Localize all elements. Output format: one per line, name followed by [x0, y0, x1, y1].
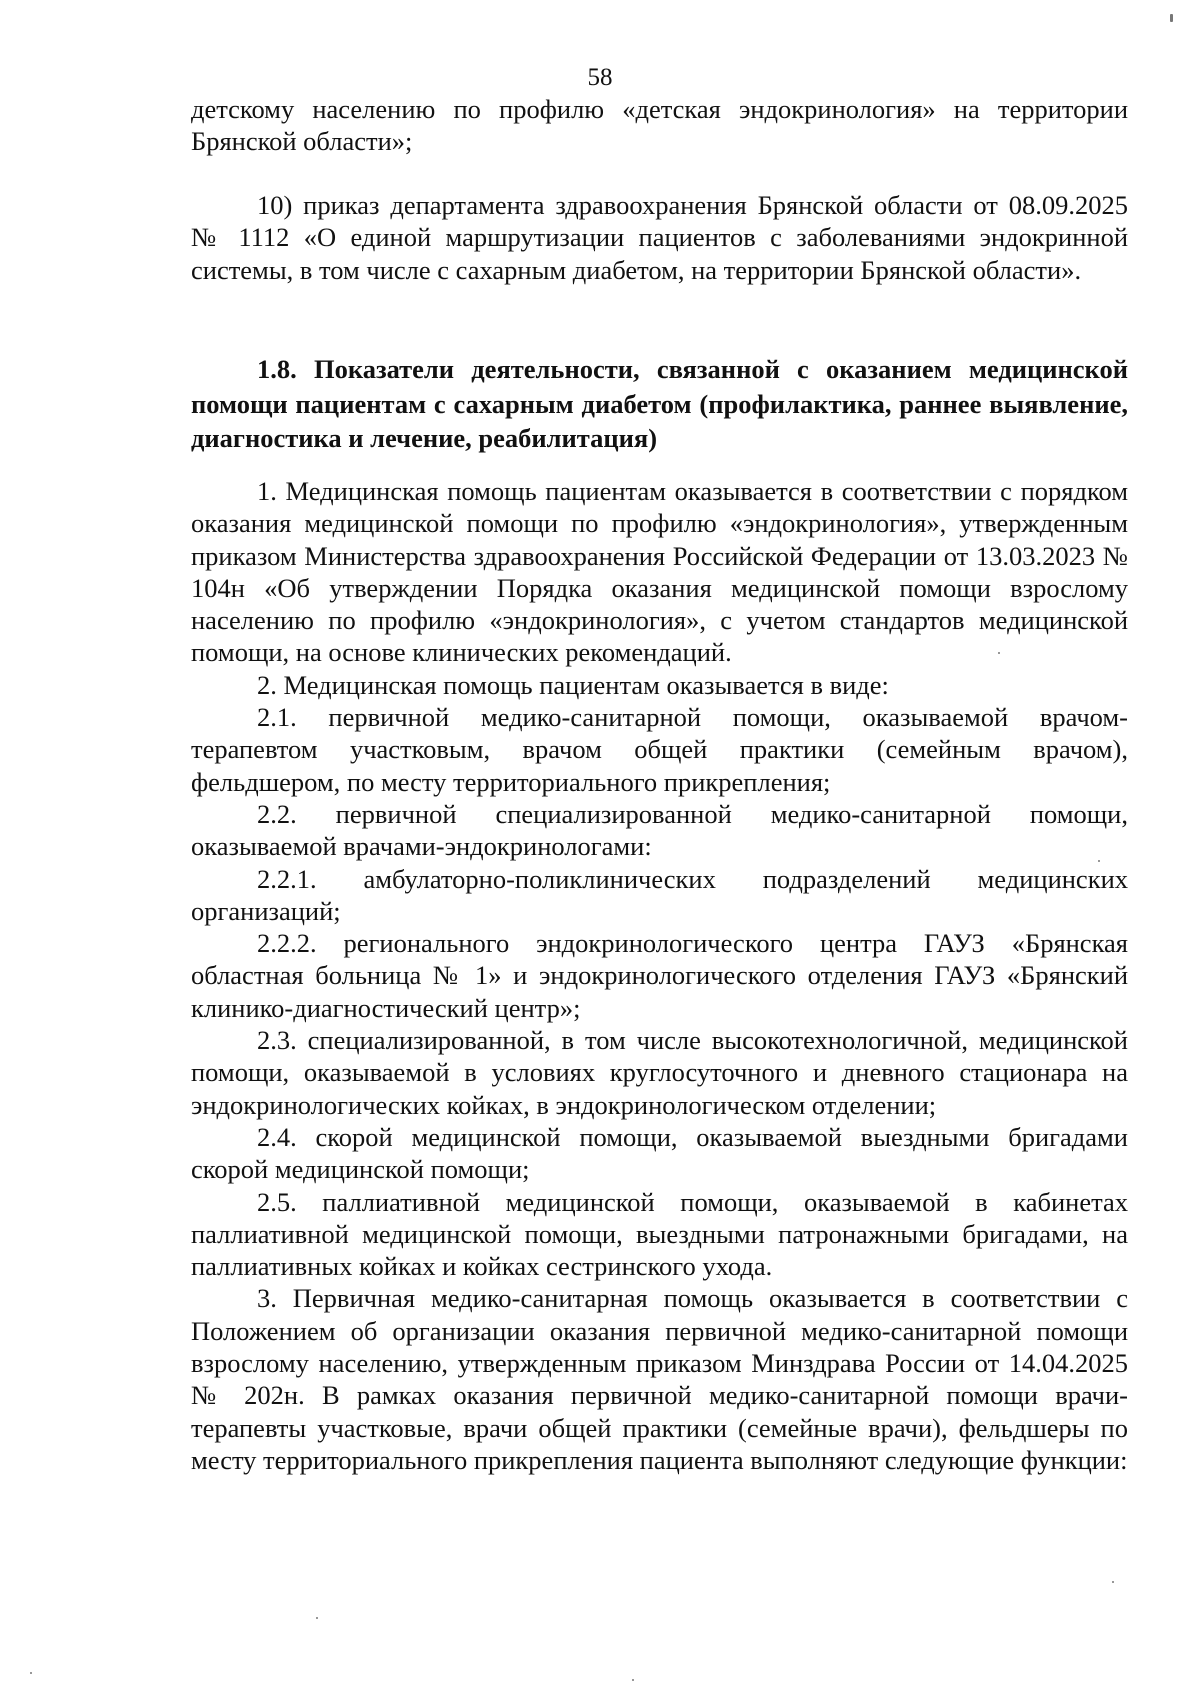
section-heading: 1.8. Показатели деятельности, связанной с оказанием медицинской помощи пациентам с сахарным диабетом (профилактика, раннее выявление, диагностика и лечение, реабилитация) [191, 354, 1128, 453]
scan-speck [316, 1617, 318, 1619]
paragraph-2-2: 2.2. первичной специализированной медико-санитарной помощи, оказываемой врачами-эндокринологами: [191, 798, 1128, 862]
scan-speck [30, 1672, 32, 1674]
intro-continuation-block [191, 93, 1128, 158]
item-10-block [191, 189, 1128, 286]
scan-speck [1112, 1581, 1114, 1583]
paragraph-1: 1. Медицинская помощь пациентам оказывается в соответствии с порядком оказания медицинской помощи по профилю «эндокринология», утвержденным приказом Министерства здравоохранения Российской Федерации от 13.03.2023 № 104н «Об утверждении Порядка оказания медицинской помощи взрослому населению по профилю «эндокринология», с учетом стандартов медицинской помощи, на основе клинических рекомендаций. [191, 476, 1128, 668]
paragraph-2-1: 2.1. первичной медико-санитарной помощи, оказываемой врачом-терапевтом участковым, врачом общей практики (семейным врачом), фельдшером, по месту территориального прикрепления; [191, 702, 1128, 797]
paragraph-2-2-2: 2.2.2. регионального эндокринологического центра ГАУЗ «Брянская областная больница № 1» и эндокринологического отделения ГАУЗ «Брянский клинико-диагностический центр»; [191, 928, 1128, 1023]
paragraph-2-2-1: 2.2.1. амбулаторно-поликлинических подразделений медицинских организаций; [191, 863, 1128, 926]
scan-speck [1170, 14, 1173, 22]
paragraph-2-5: 2.5. паллиативной медицинской помощи, оказываемой в кабинетах паллиативной медицинской помощи, выездными патронажными бригадами, на паллиативных койках и койках сестринского ухода. [191, 1186, 1128, 1282]
page-number: 58 [587, 64, 613, 91]
intro-continuation-paragraph: детскому населению по профилю «детская эндокринология» на территории Брянской области»; [191, 94, 1128, 157]
scan-speck [998, 652, 1000, 654]
paragraph-2: 2. Медицинская помощь пациентам оказывается в виде: [257, 669, 889, 700]
scan-speck [1098, 860, 1100, 862]
main-body [191, 475, 1128, 1476]
scan-speck [632, 1679, 634, 1681]
paragraph-3: 3. Первичная медико-санитарная помощь оказывается в соответствии с Положением об организации оказания первичной медико-санитарной помощи взрослому населению, утвержденным приказом Минздрава России от 14.04.2025 № 202н. В рамках оказания первичной медико-санитарной помощи врачи-терапевты участковые, врачи общей практики (семейные врачи), фельдшеры по месту территориального прикрепления пациента выполняют следующие функции: [191, 1283, 1128, 1475]
item-10-paragraph: 10) приказ департамента здравоохранения Брянской области от 08.09.2025 № 1112 «О единой маршрутизации пациентов с заболеваниями эндокринной системы, в том числе с сахарным диабетом, на территории Брянской области». [191, 190, 1128, 285]
paragraph-2-3: 2.3. специализированной, в том числе высокотехнологичной, медицинской помощи, оказываемой в условиях круглосуточного и дневного стационара на эндокринологических койках, в эндокринологическом отделении; [191, 1025, 1128, 1120]
paragraph-2-4: 2.4. скорой медицинской помощи, оказываемой выездными бригадами скорой медицинской помощи; [191, 1121, 1128, 1185]
